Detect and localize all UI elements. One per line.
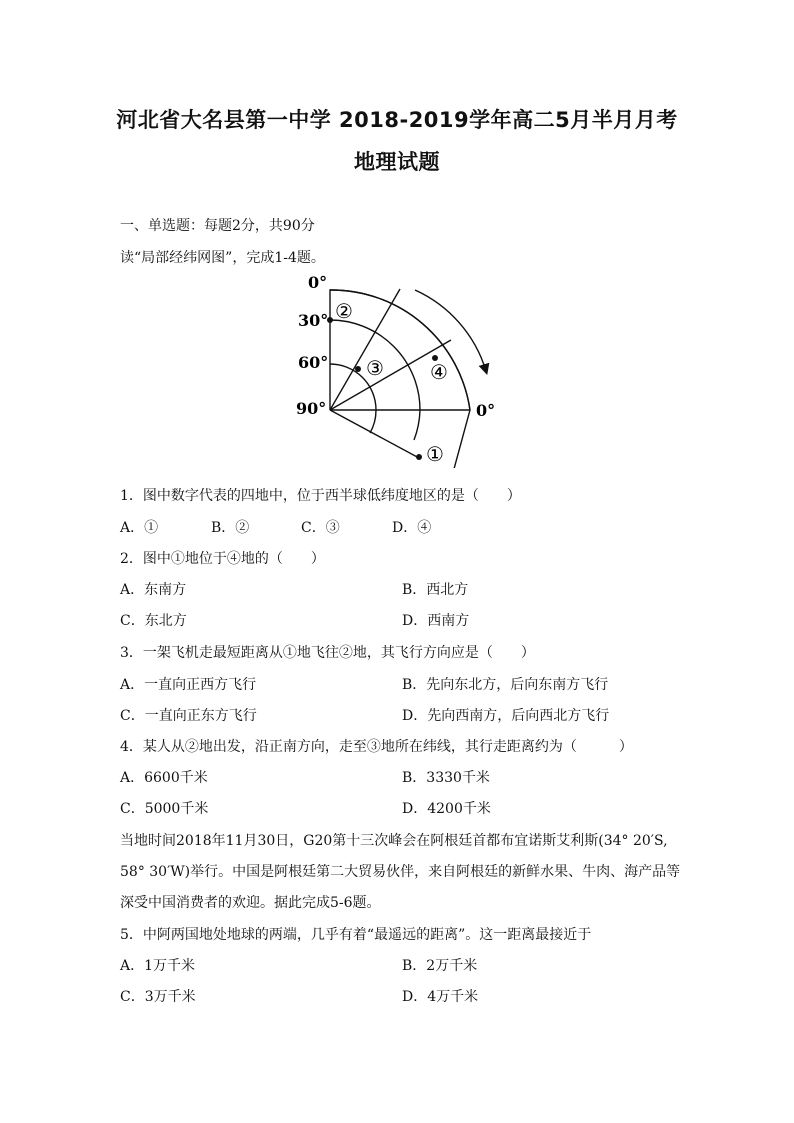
question-3-stem: 3．一架飞机走最短距离从①地飞往②地，其飞行方向应是（ ）	[120, 645, 535, 661]
passage-line-3: 深受中国消费者的欢迎。据此完成5-6题。	[120, 895, 381, 911]
question-5-option-c: C．3万千米	[120, 989, 196, 1005]
diagram-svg	[290, 268, 510, 468]
latitude-longitude-diagram	[290, 268, 510, 468]
question-4-option-a: A．6600千米	[120, 770, 208, 786]
question-3-option-b: B．先向东北方，后向东南方飞行	[402, 677, 609, 693]
document-title: 河北省大名县第一中学 2018-2019学年高二5月半月月考	[116, 108, 678, 132]
question-2-stem: 2．图中①地位于④地的（ ）	[120, 551, 325, 567]
question-1-option-c: C．③	[301, 520, 340, 536]
passage-line-2: 58° 30′W)举行。中国是阿根廷第二大贸易伙伴，来自阿根廷的新鲜水果、牛肉、海产品等	[120, 864, 681, 880]
question-5-option-d: D．4万千米	[402, 989, 479, 1005]
question-3-option-d: D．先向西南方，后向西北方飞行	[402, 708, 610, 724]
question-4-stem: 4．某人从②地出发，沿正南方向，走至③地所在纬线，其行走距离约为（ ）	[120, 739, 633, 755]
label-lat-60: 60°	[298, 353, 329, 372]
question-5-option-a: A．1万千米	[120, 958, 196, 974]
rotation-arrow	[415, 290, 486, 371]
question-2-option-b: B．西北方	[402, 582, 469, 598]
question-1-stem: 1．图中数字代表的四地中，位于西半球低纬度地区的是（ ）	[120, 488, 521, 504]
question-2-option-c: C．东北方	[120, 613, 187, 629]
question-3-option-c: C．一直向正东方飞行	[120, 708, 257, 724]
label-lat-90: 90°	[296, 399, 327, 418]
point-3-dot	[355, 366, 361, 372]
question-4-option-c: C．5000千米	[120, 801, 209, 817]
label-lat-30: 30°	[298, 311, 329, 330]
question-2-option-a: A．东南方	[120, 582, 187, 598]
question-2-option-d: D．西南方	[402, 613, 470, 629]
label-lon-0: 0°	[476, 401, 496, 420]
point-3-label: ③	[366, 356, 384, 380]
point-1-label: ①	[426, 442, 444, 466]
question-1-option-a: A．①	[120, 520, 159, 536]
question-4-option-d: D．4200千米	[402, 801, 491, 817]
question-5-stem: 5．中阿两国地处地球的两端，几乎有着“最遥远的距离”。这一距离最接近于	[120, 927, 592, 943]
document-subtitle: 地理试题	[354, 150, 440, 174]
question-1-option-b: B．②	[211, 520, 250, 536]
point-4-label: ④	[430, 360, 448, 384]
question-5-option-b: B．2万千米	[402, 958, 478, 974]
meridian-lower	[330, 410, 419, 458]
point-2-label: ②	[335, 299, 353, 323]
question-4-option-b: B．3330千米	[402, 770, 490, 786]
question-3-option-a: A．一直向正西方飞行	[120, 677, 257, 693]
point-1-dot	[416, 454, 422, 460]
label-lat-0: 0°	[308, 273, 328, 292]
passage-line-1: 当地时间2018年11月30日，G20第十三次峰会在阿根廷首都布宜诺斯艾利斯(34° 20′S,	[120, 833, 668, 849]
question-group-intro: 读“局部经纬网图”，完成1-4题。	[120, 250, 325, 266]
question-1-option-d: D．④	[392, 520, 432, 536]
section-heading: 一、单选题：每题2分，共90分	[120, 218, 315, 234]
